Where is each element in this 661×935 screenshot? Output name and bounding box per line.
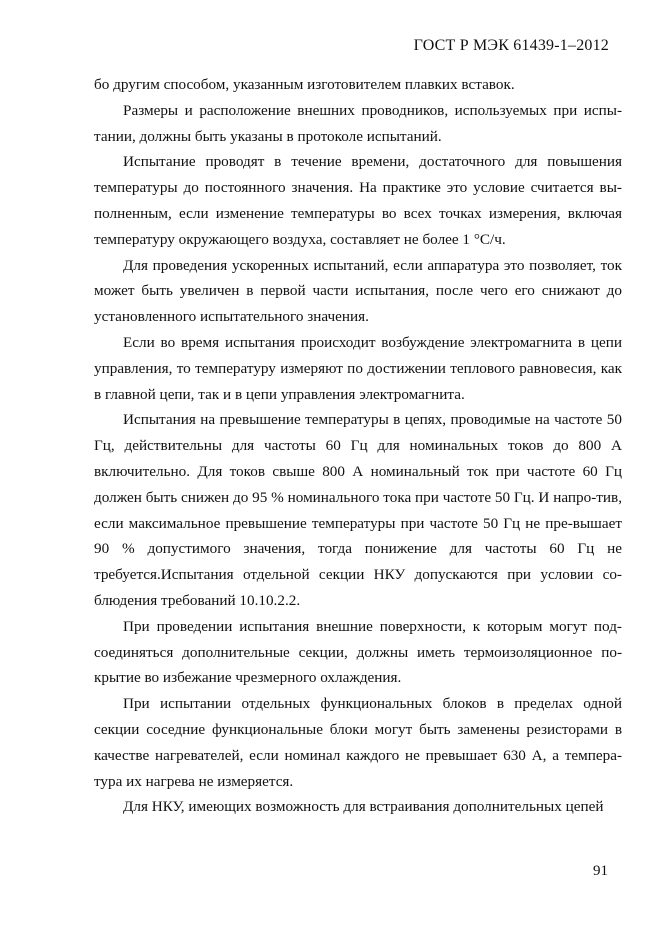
paragraph-test-duration: Испытание проводят в течение времени, достаточного для повышения температуры до постоянного значения. На практике это условие считается вы-полненным, если изменение температуры во всех точках измерения, включая температуру окружающего воздуха, составляет не более 1 °С/ч.: [94, 153, 622, 248]
document-header: ГОСТ Р МЭК 61439-1–2012: [413, 37, 609, 54]
paragraph-additional-circuits: Для НКУ, имеющих возможность для встраивания дополнительных цепей: [123, 798, 604, 816]
paragraph-insulation: При проведении испытания внешние поверхности, к которым могут под-соединяться дополнительные секции, должны иметь термоизоляционное по-крытие во избежание чрезмерного охлаждения.: [94, 617, 622, 687]
document-body: [94, 72, 622, 820]
paragraph-conductors: Размеры и расположение внешних проводников, используемых при испы-тании, должны быть указаны в протоколе испытаний.: [94, 101, 622, 145]
paragraph-accelerated-tests: Для проведения ускоренных испытаний, если аппаратура это позволяет, ток может быть увеличен в первой части испытания, после чего его снижают до установленного испытательного значения.: [94, 256, 622, 326]
paragraph-electromagnet: Если во время испытания происходит возбуждение электромагнита в цепи управления, то температуру измеряют по достижении теплового равновесия, как в главной цепи, так и в цепи управления электромагнита.: [94, 333, 622, 403]
page-number: 91: [593, 863, 608, 879]
paragraph-functional-units: При испытании отдельных функциональных блоков в пределах одной секции соседние функциональные блоки могут быть заменены резисторами в качестве нагревателей, если номинал каждого не превышает 630 А, а темпера-тура их нагрева не измеряется.: [94, 695, 622, 790]
paragraph-frequency: Испытания на превышение температуры в цепях, проводимые на частоте 50 Гц, действительны для частоты 60 Гц для номинальных токов до 800 А включительно. Для токов свыше 800 А номинальный ток при частоте 60 Гц должен быть снижен до 95 % номинального тока при частоте 50 Гц. И напро-тив, если максимальное превышение температуры при частоте 50 Гц не пре-вышает 90 % допустимого значения, тогда понижение для частоты 60 Гц не требуется.Испытания отдельной секции НКУ допускаются при условии со-блюдения требований 10.10.2.2.: [94, 411, 622, 609]
paragraph-continuation: бо другим способом, указанным изготовителем плавких вставок.: [94, 76, 515, 93]
